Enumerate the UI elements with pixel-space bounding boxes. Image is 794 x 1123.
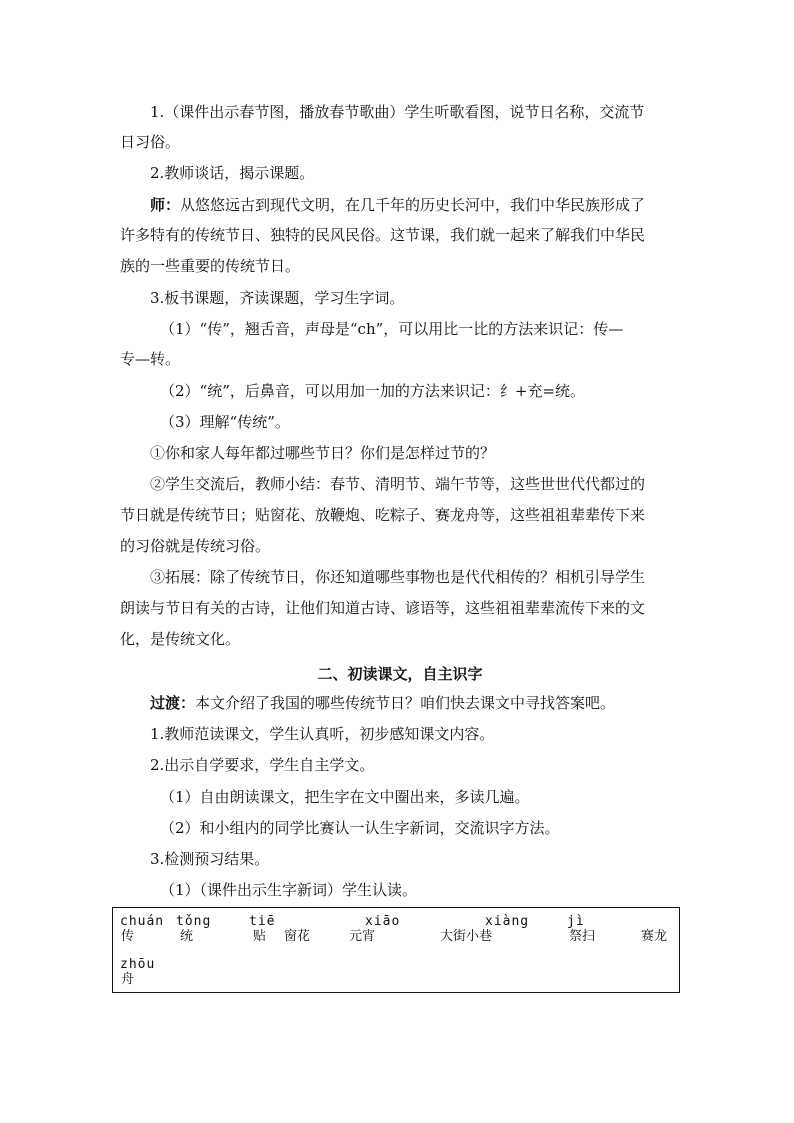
paragraph-3-3: （3）理解“传统”。 [160, 413, 290, 431]
word-zhou: 舟 [121, 972, 135, 987]
paragraph-3-1: （1）“传”，翘舌音，声母是“ch”，可以用比一比的方法来识记：传— [160, 320, 624, 338]
paragraph-circle-2-cont2: 的习俗就是传统习俗。 [120, 537, 271, 555]
pinyin-chuan: chuán [120, 914, 165, 929]
paragraph-3: 3.板书课题，齐读课题，学习生字词。 [150, 289, 405, 307]
pinyin-xiang: xiàng [485, 914, 530, 929]
paragraph-1-cont: 日习俗。 [120, 133, 181, 151]
paragraph-3-2: （2）“统”，后鼻音，可以用加一加的方法来识记：纟+充=统。 [160, 382, 586, 400]
word-yuanxiao: 元宵 [349, 929, 376, 944]
paragraph-circle-2: ②学生交流后，教师小结：春节、清明节、端午节等，这些世世代代都过的 [150, 475, 646, 493]
word-jisao: 祭扫 [569, 929, 596, 944]
paragraph-step-1: 1.教师范读课文，学生认真听，初步感知课文内容。 [150, 725, 495, 743]
pinyin-zhou: zhōu [120, 957, 156, 972]
paragraph-teacher: 师：从悠悠远古到现代文明，在几千年的历史长河中，我们中华民族形成了 [150, 196, 646, 214]
paragraph-step-2: 2.出示自学要求，学生自主学文。 [150, 756, 375, 774]
paragraph-step-2-1: （1）自由朗读课文，把生字在文中圈出来，多读几遍。 [160, 788, 530, 806]
word-sailong: 赛龙 [641, 929, 668, 944]
paragraph-transition: 过渡：本文介绍了我国的哪些传统节日？咱们快去课文中寻找答案吧。 [150, 694, 616, 712]
pinyin-ji: jì [567, 914, 585, 929]
paragraph-circle-3-cont1: 朗读与节日有关的古诗，让他们知道古诗、谚语等，这些祖祖辈辈流传下来的文 [120, 599, 646, 617]
pinyin-xiao: xiāo [365, 914, 401, 929]
word-chuan: 传 [121, 929, 135, 944]
pinyin-tong: tǒng [176, 914, 212, 929]
paragraph-teacher-cont1: 许多特有的传统节日、独特的民风民俗。这节课，我们就一起来了解我们中华民 [120, 226, 646, 244]
word-dajiexiaoxiang: 大街小巷 [440, 929, 493, 944]
paragraph-1: 1.（课件出示春节图，播放春节歌曲）学生听歌看图，说节日名称，交流节 [150, 103, 645, 121]
paragraph-circle-2-cont1: 节日就是传统节日；贴窗花、放鞭炮、吃粽子、赛龙舟等，这些祖祖辈辈传下来 [120, 506, 646, 524]
paragraph-2: 2.教师谈话，揭示课题。 [150, 164, 315, 182]
paragraph-step-3: 3.检测预习结果。 [150, 850, 270, 868]
paragraph-step-2-2: （2）和小组内的同学比赛认一认生字新词，交流识字方法。 [160, 819, 560, 837]
word-tie: 贴 [253, 929, 267, 944]
word-tong: 统 [180, 929, 194, 944]
paragraph-3-1-cont: 专—转。 [120, 350, 181, 368]
pinyin-tie: tiē [249, 914, 276, 929]
word-chuanghua: 窗花 [284, 929, 311, 944]
paragraph-circle-3-cont2: 化，是传统文化。 [120, 630, 241, 648]
paragraph-step-3-1: （1）（课件出示生字新词）学生认读。 [160, 881, 418, 899]
paragraph-circle-3: ③拓展：除了传统节日，你还知道哪些事物也是代代相传的？相机引导学生 [150, 568, 646, 586]
transition-label: 过渡： [150, 694, 196, 712]
vocab-box [112, 907, 680, 993]
paragraph-teacher-cont2: 族的一些重要的传统节日。 [120, 257, 301, 275]
section-heading: 二、初读课文，自主识字 [317, 665, 483, 683]
paragraph-circle-1: ①你和家人每年都过哪些节日？你们是怎样过节的？ [150, 444, 496, 462]
teacher-label: 师： [150, 196, 181, 214]
